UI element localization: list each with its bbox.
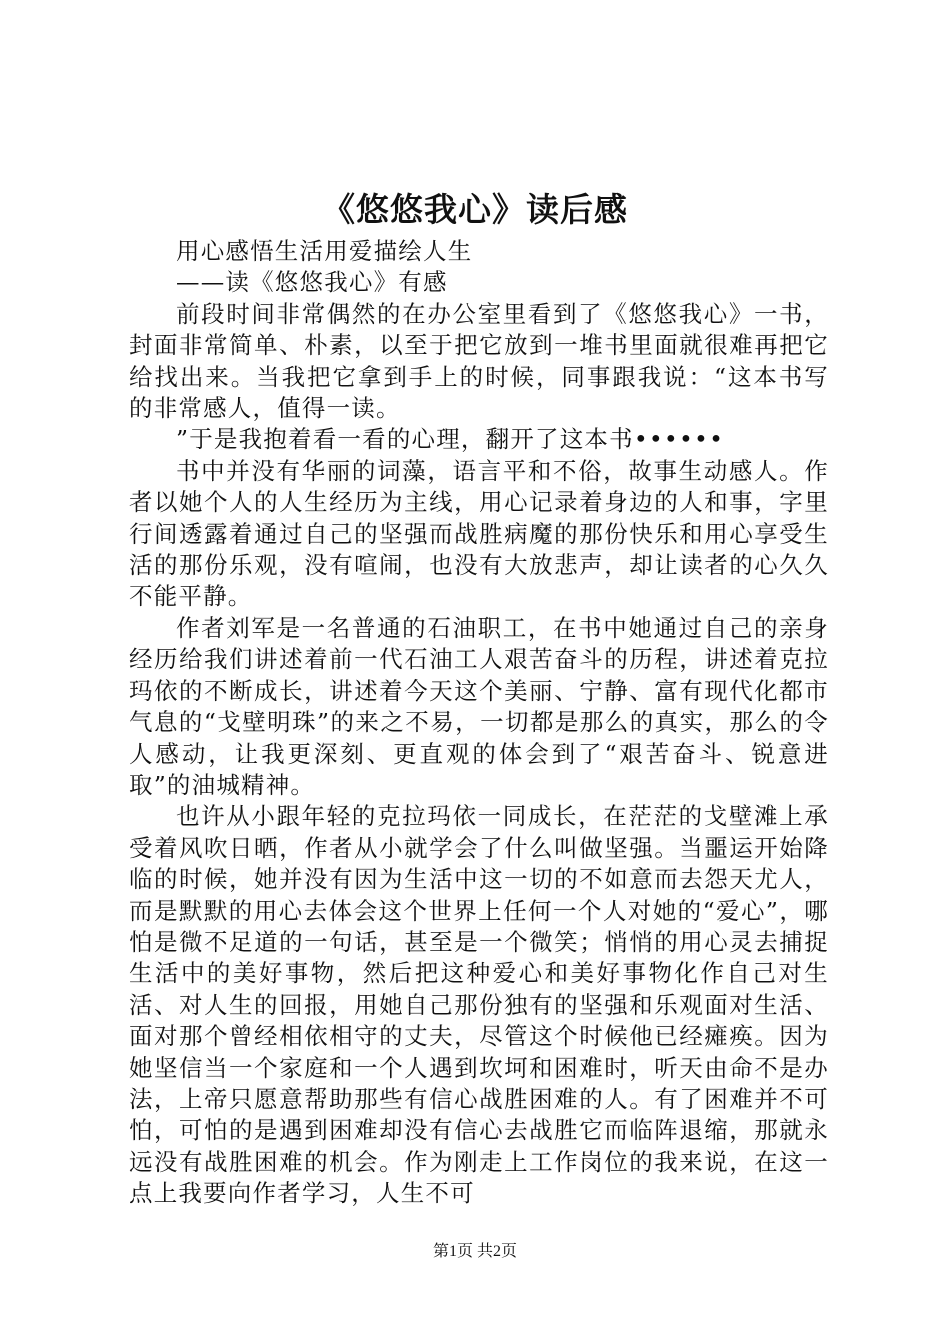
body-paragraph: 也许从小跟年轻的克拉玛依一同成长，在茫茫的戈壁滩上承受着风吹日晒，作者从小就学会了什么叫做坚强。当噩运开始降临的时候，她并没有因为生活中这一切的不如意而去怨天尤人，而是默默的用心去体会这个世界上任何一个人对她的“爱心”，哪怕是微不足道的一句话，甚至是一个微笑；悄悄的用心灵去捕捉生活中的美好事物，然后把这种爱心和美好事物化作自己对生活、对人生的回报，用她自己那份独有的坚强和乐观面对生活、面对那个曾经相依相守的丈夫，尽管这个时候他已经瘫痪。因为她坚信当一个家庭和一个人遇到坎坷和困难时，听天由命不是办法，上帝只愿意帮助那些有信心战胜困难的人。有了困难并不可怕，可怕的是遇到困难却没有信心去战胜它而临阵退缩，那就永远没有战胜困难的机会。作为刚走上工作岗位的我来说，在这一点上我要向作者学习，人生不可: [129, 802, 829, 1208]
subtitle-source-line: ——读《悠悠我心》有感: [176, 268, 448, 297]
body-paragraph: 作者刘军是一名普通的石油职工，在书中她通过自己的亲身经历给我们讲述着前一代石油工人艰苦奋斗的历程，讲述着克拉玛依的不断成长，讲述着今天这个美丽、宁静、富有现代化都市气息的“戈壁明珠”的来之不易，一切都是那么的真实，那么的令人感动，让我更深刻、更直观的体会到了“艰苦奋斗、锐意进取”的油城精神。: [129, 613, 829, 799]
page-number-footer: 第1页 共2页: [432, 1243, 517, 1260]
subtitle-line: 用心感悟生活用爱描绘人生: [176, 237, 473, 265]
body-paragraph: ”于是我抱着看一看的心理，翻开了这本书••••••: [176, 425, 725, 454]
document-body: [129, 236, 829, 1210]
body-paragraph: 书中并没有华丽的词藻，语言平和不俗，故事生动感人。作者以她个人的人生经历为主线，用心记录着身边的人和事，字里行间透露着通过自己的坚强而战胜病魔的那份快乐和用心享受生活的那份乐观，没有喧闹，也没有大放悲声，却让读者的心久久不能平静。: [129, 456, 829, 611]
body-paragraph: 前段时间非常偶然的在办公室里看到了《悠悠我心》一书，封面非常简单、朴素，以至于把它放到一堆书里面就很难再把它给找出来。当我把它拿到手上的时候，同事跟我说：“这本书写的非常感人，值得一读。: [129, 299, 829, 423]
document-title: 《悠悠我心》读后感: [322, 190, 628, 229]
